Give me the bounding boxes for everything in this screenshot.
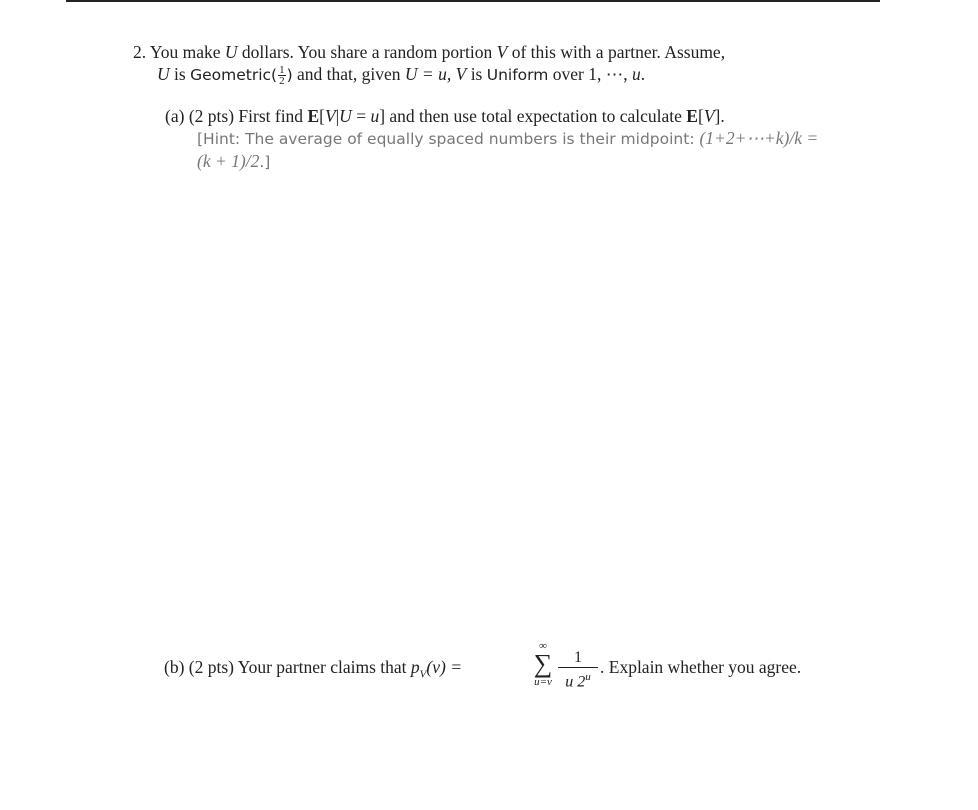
part-b-line-end [600, 657, 801, 678]
part-b-label: (b) [164, 657, 185, 677]
part-a-hint-line-2 [197, 151, 270, 172]
part-b-line-1 [164, 657, 462, 681]
den-exp: u [585, 671, 591, 683]
text: dollars. You share a random portion [237, 42, 497, 62]
text: is [169, 64, 191, 84]
pmf-argument: (v) = [426, 657, 462, 677]
part-a-line-1 [165, 106, 725, 127]
sum-upper-limit: ∞ [539, 640, 547, 652]
problem-line-2 [157, 64, 645, 86]
summation [527, 640, 559, 688]
var-v: V [496, 42, 508, 62]
text: Your partner claims that [233, 657, 411, 677]
pmf-symbol: p [410, 657, 420, 677]
text: = [351, 106, 371, 126]
var-v: V [703, 106, 715, 126]
paren-close: ) [286, 66, 293, 84]
part-b-points: (2 pts) [188, 657, 234, 677]
pmf-frac-den [558, 668, 598, 691]
problem-line-1 [133, 42, 725, 63]
uniform-dist: Uniform [486, 66, 549, 84]
text: and that, given [292, 64, 405, 84]
text: of this with a partner. Assume, [507, 42, 726, 62]
var-u-lower: u [370, 106, 380, 126]
top-rule [66, 0, 880, 2]
condition: U = u, [404, 64, 452, 84]
var-u: U [224, 42, 238, 62]
hint-math: (1+2+⋯+k)/k = [699, 128, 819, 148]
part-a-hint-line-1 [197, 128, 818, 149]
text: ]. [714, 106, 725, 126]
text: | [335, 106, 340, 126]
var-u: u [631, 64, 641, 84]
fraction-half [278, 65, 286, 86]
var-v: V [324, 106, 336, 126]
pmf-fraction [558, 648, 598, 691]
geometric-dist: Geometric( [190, 66, 278, 84]
var-u: U [339, 106, 352, 126]
hint-text: [Hint: The average of equally spaced numbers is their midpoint: [197, 130, 700, 148]
hint-end: .] [259, 153, 271, 171]
text: . Explain whether you agree. [600, 657, 802, 677]
expectation-symbol: E [307, 106, 320, 126]
frac-num: 1 [279, 64, 285, 77]
text: ] and then use total expectation to calculate [379, 106, 687, 126]
var-u: U [157, 64, 170, 84]
text: . [640, 64, 646, 84]
text: is [466, 64, 487, 84]
text: [ [319, 106, 325, 126]
den-base: u 2 [565, 673, 586, 691]
text: First find [234, 106, 308, 126]
expectation-symbol: E [686, 106, 698, 126]
problem-number: 2. [133, 42, 147, 62]
part-a-label: (a) [165, 106, 185, 126]
pmf-frac-num: 1 [558, 648, 598, 668]
frac-den: 2 [279, 75, 285, 88]
sum-lower-limit: u=v [534, 676, 552, 688]
pmf-subscript: V [419, 668, 427, 681]
hint-math: (k + 1)/2 [197, 151, 260, 171]
var-v: V [451, 64, 467, 84]
text: over 1, ⋯, [548, 64, 632, 84]
text: [ [697, 106, 704, 126]
sum-symbol: ∑ [533, 649, 553, 678]
text: You make [149, 42, 225, 62]
part-a-points: (2 pts) [188, 106, 235, 126]
